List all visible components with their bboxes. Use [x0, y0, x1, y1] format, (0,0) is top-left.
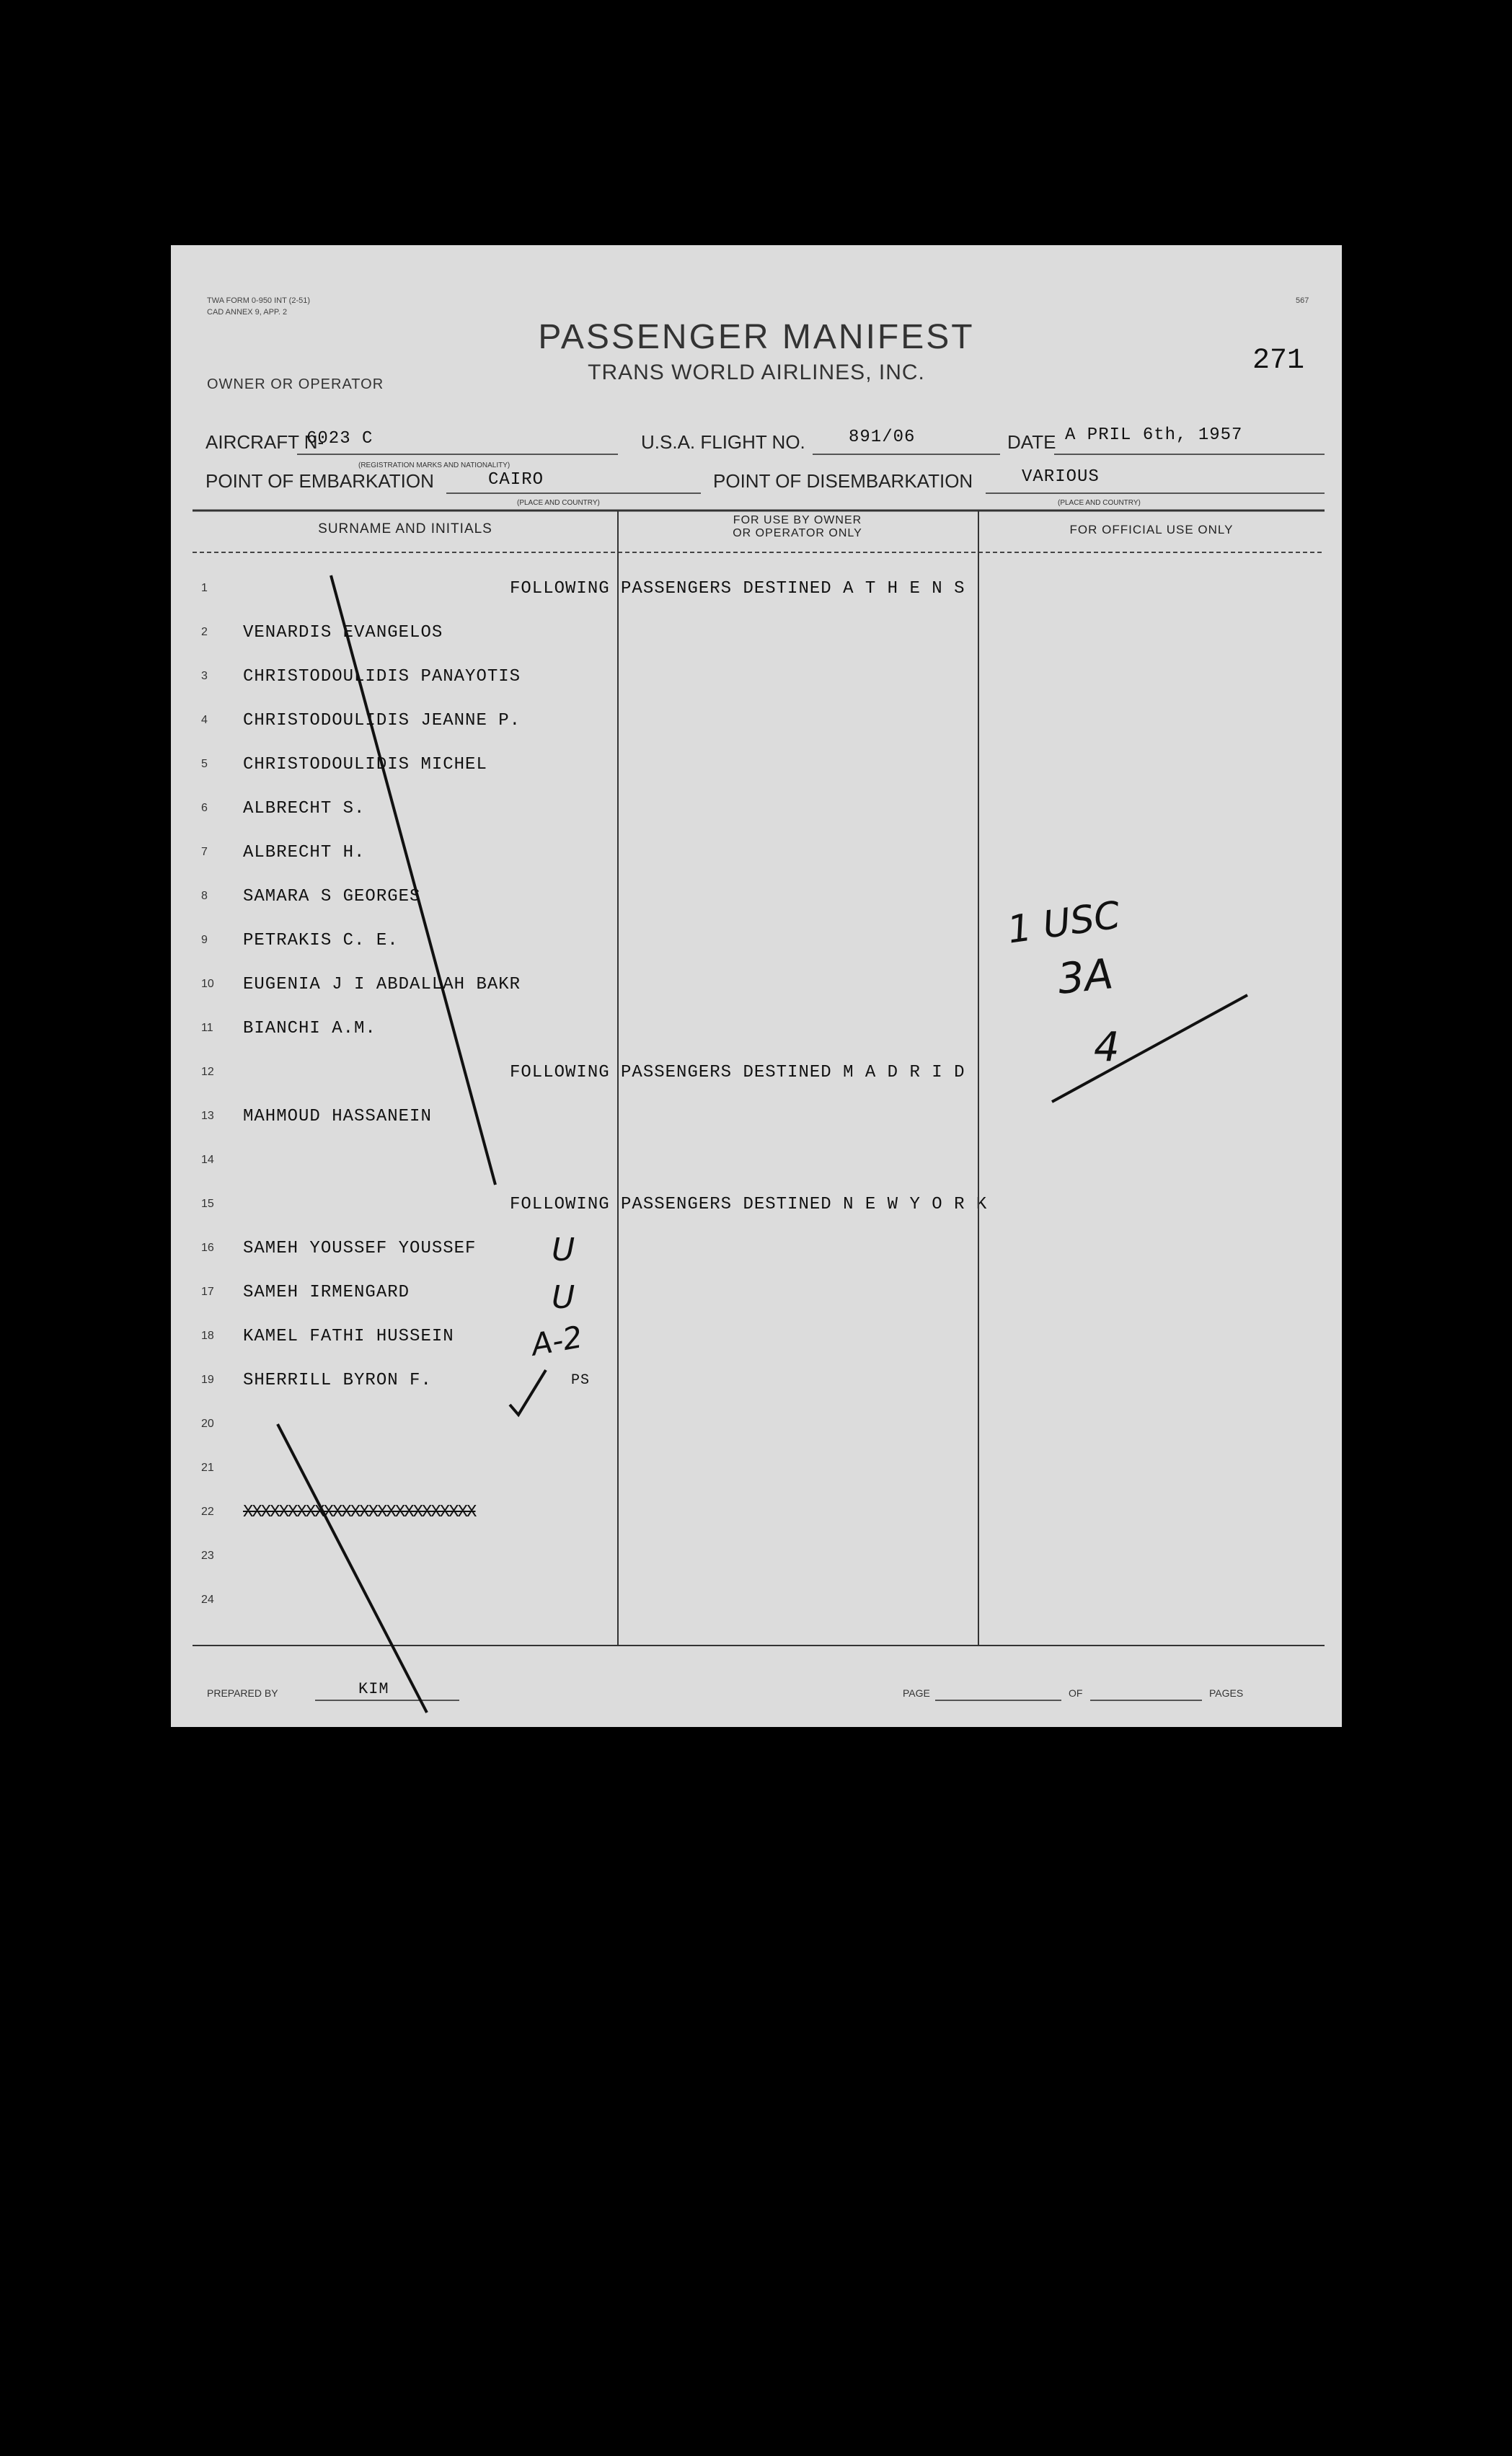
row-number: 10 [201, 978, 214, 990]
passenger-name: ALBRECHT H. [243, 843, 366, 862]
page-label: PAGE [903, 1687, 930, 1699]
disembark-value: VARIOUS [1022, 467, 1100, 487]
pen-stroke-upper [331, 575, 495, 1185]
passenger-name: SHERRILL BYRON F. [243, 1371, 432, 1390]
row-number: 19 [201, 1374, 214, 1386]
destination-heading: FOLLOWING PASSENGERS DESTINED M A D R I D [510, 1063, 965, 1082]
official-note-3a: 3A [1055, 949, 1115, 1004]
row-number: 14 [201, 1154, 214, 1166]
embark-value: CAIRO [488, 470, 544, 490]
column-header-owner: FOR USE BY OWNER OR OPERATOR ONLY [733, 514, 862, 539]
row-number: 9 [201, 934, 208, 946]
passenger-name: PETRAKIS C. E. [243, 931, 399, 950]
row-number: 11 [201, 1022, 213, 1034]
passenger-name: SAMEH YOUSSEF YOUSSEF [243, 1239, 477, 1258]
checkmark-row19 [510, 1370, 546, 1415]
row-number: 17 [201, 1286, 214, 1298]
passenger-name: SAMARA S GEORGES [243, 887, 421, 906]
row-number: 20 [201, 1418, 214, 1430]
destination-heading: FOLLOWING PASSENGERS DESTINED A T H E N S [510, 579, 965, 598]
aircraft-label: AIRCRAFT N- [205, 431, 324, 453]
row-number: 7 [201, 846, 208, 858]
passenger-name: CHRISTODOULIDIS MICHEL [243, 755, 487, 774]
mark-a2-row18: A-2 [529, 1319, 585, 1363]
row-number: 4 [201, 714, 208, 726]
aircraft-value: 6023 C [306, 429, 373, 449]
passenger-name: MAHMOUD HASSANEIN [243, 1107, 432, 1126]
row-number: 18 [201, 1330, 214, 1342]
registration-caption: (REGISTRATION MARKS AND NATIONALITY) [358, 461, 510, 469]
form-annex: CAD ANNEX 9, APP. 2 [207, 308, 288, 317]
row-number: 3 [201, 670, 208, 682]
prepared-value: KIM [358, 1680, 389, 1698]
form-lines [171, 245, 1342, 1727]
passenger-name: KAMEL FATHI HUSSEIN [243, 1327, 454, 1346]
row-number: 13 [201, 1110, 214, 1122]
passenger-name: EUGENIA J I ABDALLAH BAKR [243, 975, 521, 994]
date-label: DATE [1007, 431, 1056, 453]
pages-label: PAGES [1209, 1687, 1244, 1699]
flight-value: 891/06 [849, 428, 916, 447]
row-number: 24 [201, 1594, 214, 1606]
row-number: 22 [201, 1506, 214, 1518]
disembark-label: POINT OF DISEMBARKATION [713, 470, 973, 492]
corner-code: 567 [1296, 296, 1309, 305]
row-number: 21 [201, 1462, 214, 1474]
row-number: 23 [201, 1550, 214, 1562]
flight-label: U.S.A. FLIGHT NO. [641, 431, 805, 453]
passenger-name: BIANCHI A.M. [243, 1019, 376, 1038]
mark-u-row16: U [552, 1232, 575, 1268]
passenger-name: CHRISTODOULIDIS PANAYOTIS [243, 667, 521, 686]
row-number: 8 [201, 890, 208, 902]
pen-stroke-lower [278, 1424, 427, 1713]
row-number: 2 [201, 626, 208, 638]
official-note-usc: 1 USC [1004, 893, 1123, 953]
passenger-name: ALBRECHT S. [243, 799, 366, 818]
destination-heading: FOLLOWING PASSENGERS DESTINED N E W Y O R K [510, 1195, 988, 1214]
prepared-label: PREPARED BY [207, 1687, 278, 1699]
owner-label: OWNER OR OPERATOR [207, 376, 384, 392]
passenger-name: VENARDIS EVANGELOS [243, 623, 443, 642]
official-note-4: 4 [1094, 1024, 1120, 1071]
row-number: 1 [201, 582, 208, 594]
column-header-surname: SURNAME AND INITIALS [318, 521, 492, 536]
mark-u-row17: U [552, 1279, 575, 1316]
row-number: 12 [201, 1066, 214, 1078]
embark-label: POINT OF EMBARKATION [205, 470, 434, 492]
form-code: TWA FORM 0-950 INT (2-51) [207, 296, 311, 305]
date-value: A PRIL 6th, 1957 [1065, 425, 1243, 445]
row-number: 5 [201, 758, 208, 770]
owner-use-mark: PS [571, 1372, 591, 1389]
row-number: 16 [201, 1242, 214, 1254]
passenger-name: XXXXXXXXXXXXXXXXXXXXXXXXXX [243, 1503, 476, 1522]
row-number: 15 [201, 1198, 214, 1210]
passenger-name: SAMEH IRMENGARD [243, 1283, 410, 1302]
disembark-caption: (PLACE AND COUNTRY) [1058, 499, 1141, 507]
airline-name: TRANS WORLD AIRLINES, INC. [588, 361, 925, 384]
manifest-sheet [171, 245, 1342, 1727]
of-label: OF [1069, 1687, 1083, 1699]
pen-stroke-official [1052, 995, 1247, 1102]
column-header-official: FOR OFFICIAL USE ONLY [1069, 523, 1234, 536]
passenger-name: CHRISTODOULIDIS JEANNE P. [243, 711, 521, 730]
page-stamp: 271 [1252, 345, 1305, 377]
page-title: PASSENGER MANIFEST [538, 318, 975, 356]
row-number: 6 [201, 802, 208, 814]
embark-caption: (PLACE AND COUNTRY) [517, 499, 600, 507]
